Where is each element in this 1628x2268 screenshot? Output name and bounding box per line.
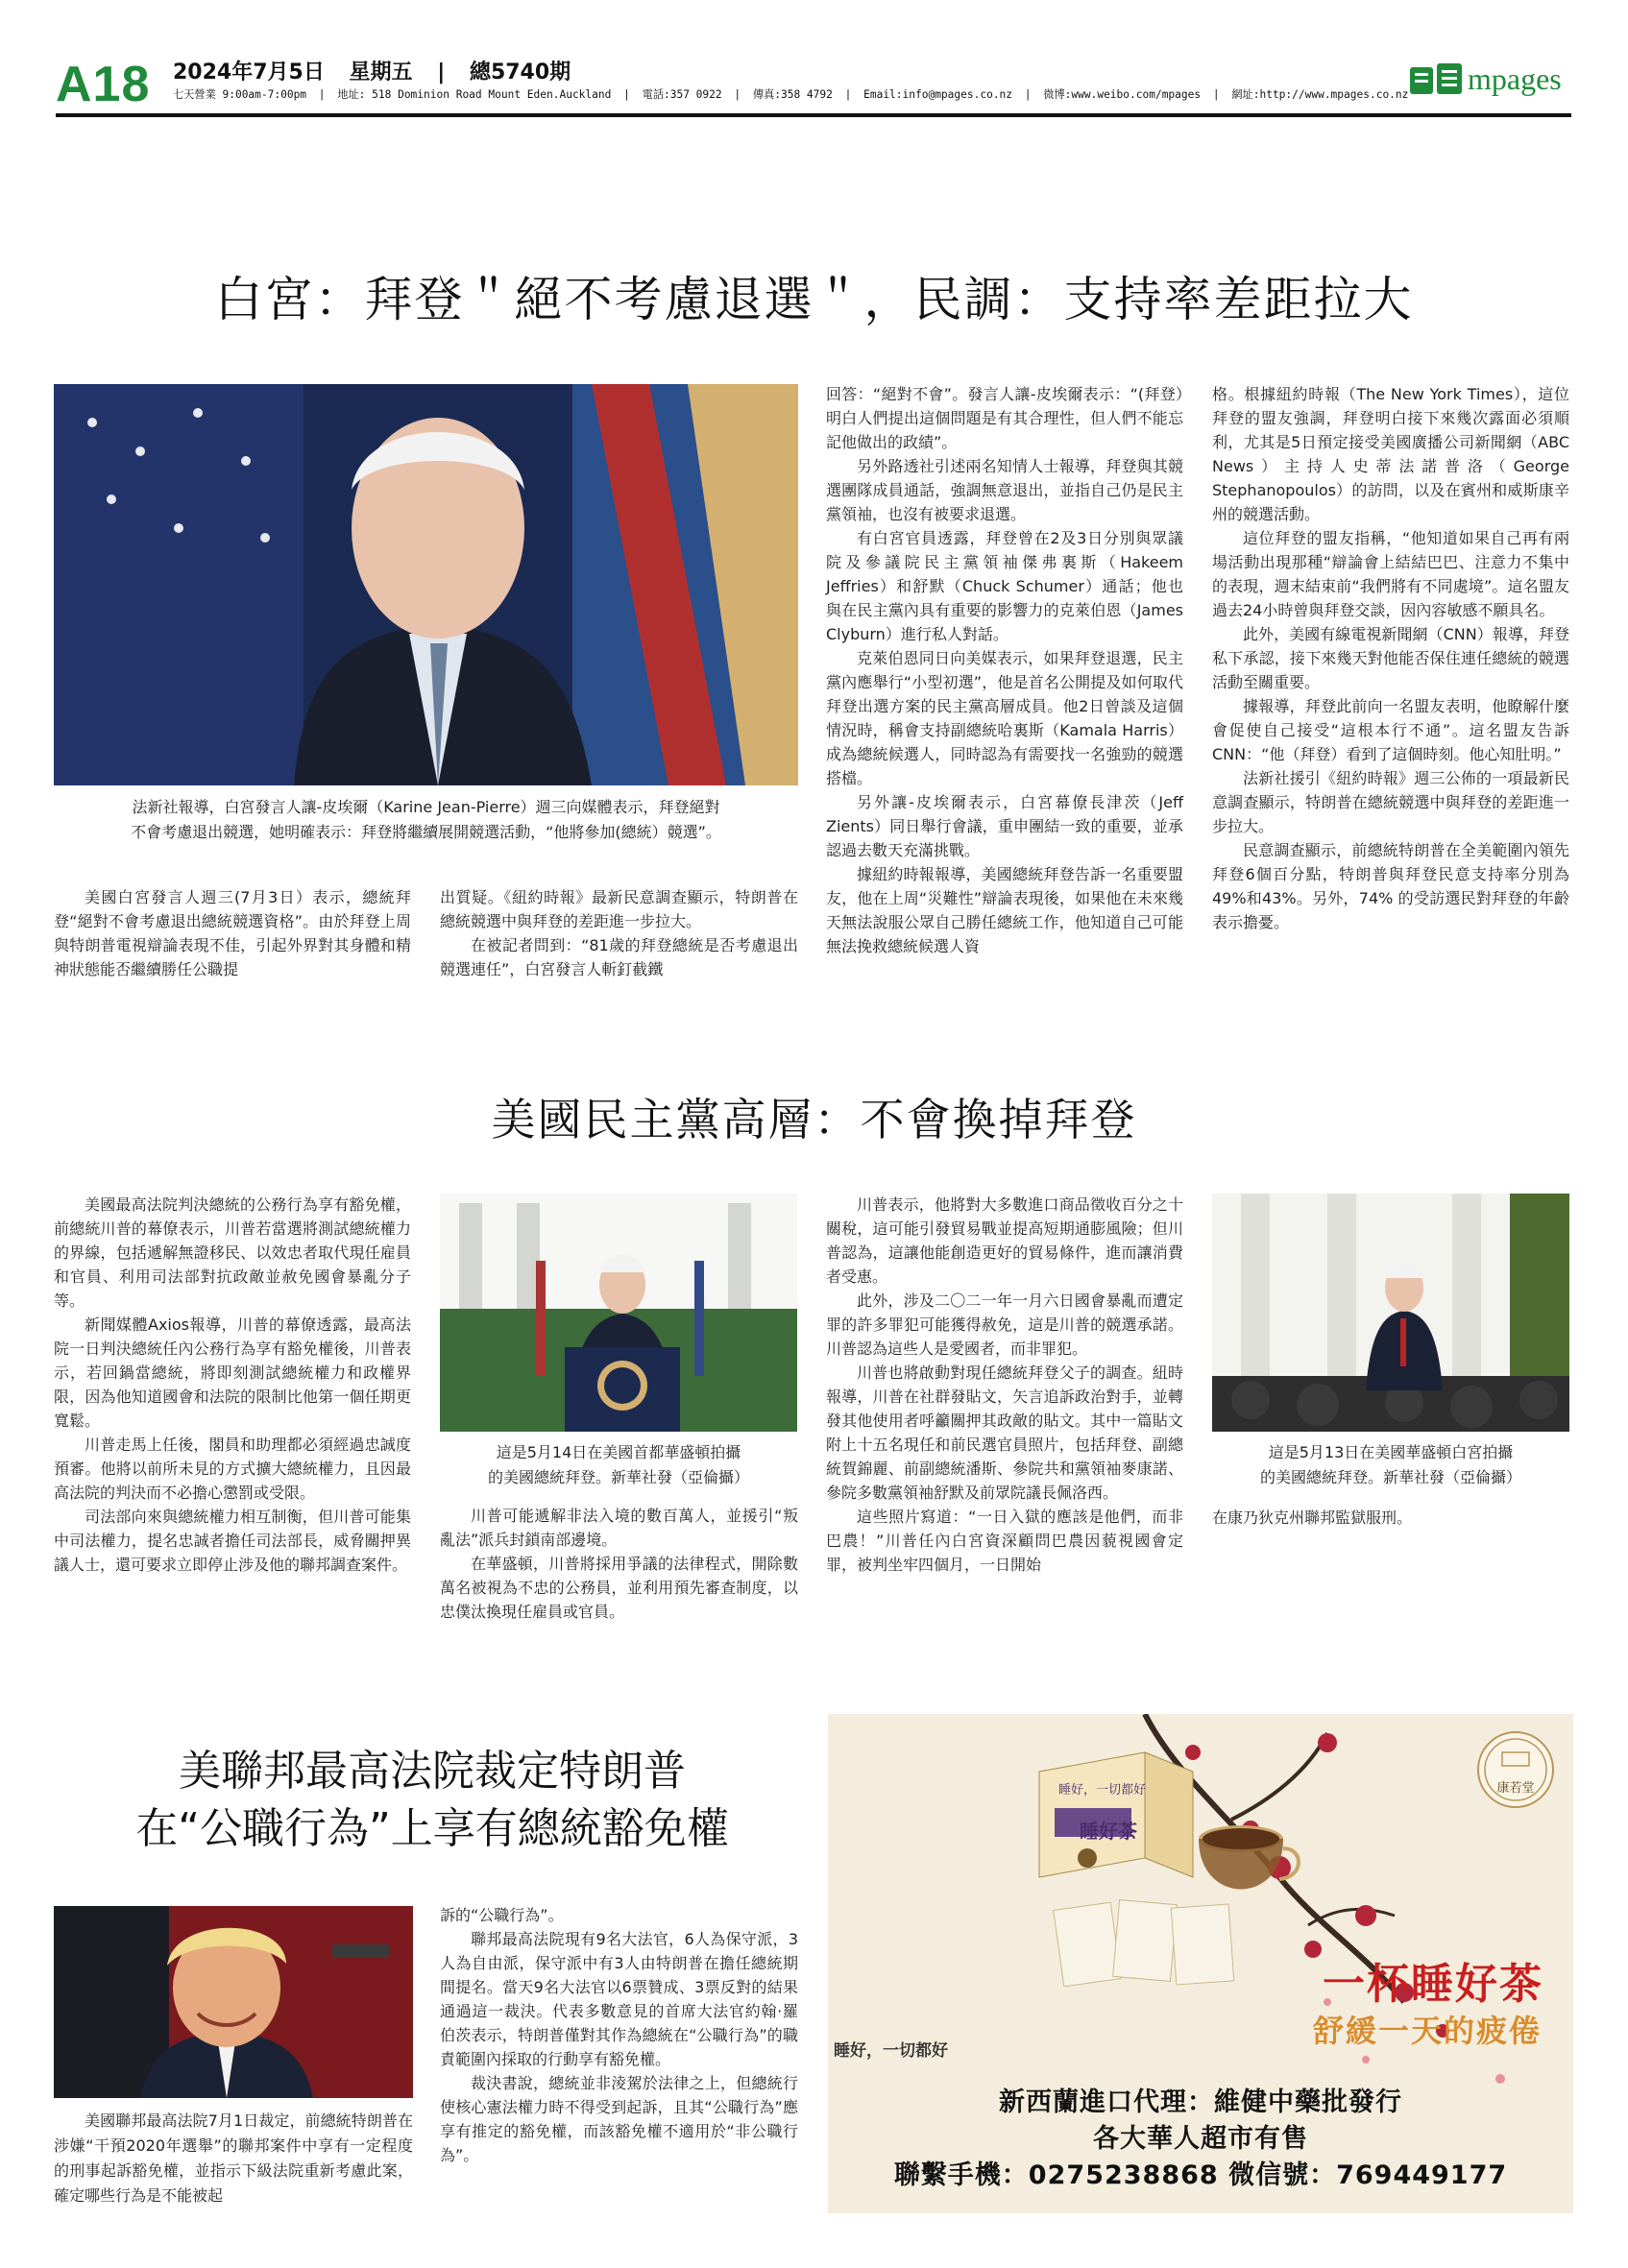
tea-box-name: 睡好茶 (1080, 1820, 1137, 1843)
contact-address: 地址: 518 Dominion Road Mount Eden.Auckland (337, 88, 612, 101)
photo-biden-podium-icon (440, 1194, 797, 1432)
contact-sep: | (844, 88, 852, 101)
ad-tagline: 睡好，一切都好 (834, 2041, 948, 2061)
article3-caption: 美國聯邦最高法院7月1日裁定，前總統特朗普在涉嫌“干預2020年選舉”的聯邦案件中享有一定程度的刑事起訴豁免權，並指示下級法院重新考慮此案，確定哪些行為是不能被起 (54, 2111, 413, 2205)
photo-biden-portrait-icon (54, 384, 798, 785)
article2-col3: 川普表示，他將對大多數進口商品徵收百分之十關稅，這可能引發貿易戰並提高短期通膨風險；但川普認為，這讓他能創造更好的貿易條件，進而讓消費者受惠。 此外，涉及二〇二一年一月六日國會暴亂而遭定罪的許多罪犯可能獲得赦免，這是川普的競選承諾。川普認為這些人是愛國者，而非罪犯。 川普也將啟動對現任總統拜登父子的調查。紐時報導，川普在社群發貼文，矢言追訴政治對手，並轉發其他使用者呼籲關押其政敵的貼文。其中一篇貼文附上十五名現任和前民選官員照片，包括拜登、副總統賀錦麗、前副總統潘斯、參院共和黨領袖麥康諾、參院多數黨領袖舒默及前眾院議長佩洛西。 這些照片寫道：“一日入獄的應該是他們，而非巴農！”川普任內白宮資深顧問巴農因藐視國會定罪，被判坐牢四個月，一日開始 (826, 1195, 1183, 1574)
article2-col2: 川普可能遞解非法入境的數百萬人，並援引“叛亂法”派兵封鎖南部邊境。 在華盛頓，川普將採用爭議的法律程式，開除數萬名被視為不忠的公務員，並利用預先審查制度，以忠僕汰換現任雇員或官員。 (440, 1507, 798, 1621)
masthead (56, 52, 1571, 119)
contact-email: Email:info@mpages.co.nz (863, 88, 1013, 101)
contact-website: 網址:http://www.mpages.co.nz (1231, 88, 1409, 101)
contact-hours: 七天營業 9:00am-7:00pm (173, 88, 307, 101)
contact-sep: | (318, 88, 326, 101)
ad-slogan-main: 一杯睡好茶 (1323, 1960, 1543, 2009)
article2-caption1: 這是5月14日在美國首都華盛頓拍攝 的美國總統拜登。新華社發（亞倫攝） (487, 1443, 749, 1486)
article1-col-bl: 美國白宮發言人週三(7月3日）表示，總統拜登“絕對不會考慮退出總統競選資格”。由於拜登上周與特朗普電視辯論表現不佳，引起外界對其身體和精神狀態能否繼續勝任公職提 (54, 888, 411, 978)
ad-agent: 新西蘭進口代理：維健中藥批發行 (999, 2087, 1402, 2117)
article2-headline: 美國民主黨高層：不會換掉拜登 (491, 1094, 1137, 1146)
ad-slogan-sub: 舒緩一天的疲倦 (1313, 2013, 1543, 2049)
article1-headline: 白宮：拜登＂絕不考慮退選＂，民調：支持率差距拉大 (214, 272, 1414, 327)
article2-photo1 (440, 1194, 797, 1432)
article3-photo (54, 1906, 413, 2098)
issue-line (173, 56, 588, 85)
logo-text: mpages (1468, 61, 1562, 96)
logo-mark-icon (1408, 61, 1464, 98)
contact-sep: | (734, 88, 741, 101)
article3-headline-line1: 美聯邦最高法院裁定特朗普 (179, 1747, 686, 1796)
photo-biden-rose-garden-icon (1212, 1194, 1569, 1432)
contact-sep: | (1024, 88, 1032, 101)
ad-contact[interactable]: 聯繫手機：0275238868 微信號：769449177 (893, 2160, 1508, 2190)
contact-sep: | (1212, 88, 1220, 101)
article2-col1: 美國最高法院判決總統的公務行為享有豁免權，前總統川普的幕僚表示，川普若當選將測試總統權力的界線，包括遞解無證移民、以效忠者取代現任雇員和官員、利用司法部對抗政敵並赦免國會暴亂分子等。 新聞媒體Axios報導，川普的幕僚透露，最高法院一日判決總統任內公務行為享有豁免權後，川普表示，若回鍋當總統，將即刻測試總統權力和政權界限，因為他知道國會和法院的限制比他第一個任期更寬鬆。 川普走馬上任後，閣員和助理都必須經過忠誠度預審。他將以前所未見的方式擴大總統權力，且因最高法院的判決而不必擔心懲罰或受限。 司法部向來與總統權力相互制衡，但川普可能集中司法權力，提名忠誠者擔任司法部長，威脅關押異議人士，還可要求立即停止涉及他的聯邦調查案件。 (54, 1195, 411, 1574)
brand-seal (1477, 1731, 1554, 1808)
article3-col: 訴的“公職行為”。 聯邦最高法院現有9名大法官，6人為保守派，3人為自由派，保守派中有3人由特朗普在擔任總統期間提名。當天9名大法官以6票贊成、3票反對的結果通過這一裁決。代表多數意見的首席大法官約翰·羅伯茨表示，特朗普僅對其作為總統在“公職行為”的職責範圍內採取的行動享有豁免權。 裁決書說，總統並非淩駕於法律之上，但總統行使核心憲法權力時不得受到起訴，且其“公職行為”應享有推定的豁免權，而該豁免權不適用於“非公職行為”。 (440, 1906, 798, 2164)
contact-fax: 傳真:358 4792 (752, 88, 833, 101)
issue-date: 2024年7月5日 (173, 60, 325, 84)
issue-number: 總5740期 (469, 60, 571, 84)
tea-advertisement[interactable] (828, 1714, 1573, 2213)
masthead-rule (56, 113, 1571, 117)
article1-col-r: 格。根據紐約時報（The New York Times），這位拜登的盟友強調，拜登明白接下來幾次露面必須順利，尤其是5日預定接受美國廣播公司新聞網（ABC News）主持人史蒂法諾普洛（George Stephanopoulos）的訪問，以及在賓州和威斯康辛州的競選活動。 這位拜登的盟友指稱，“他知道如果自己再有兩場活動出現那種“辯論會上結結巴巴、注意力不集中的表現，週末結束前“我們將有不同處境”。這名盟友過去24小時曾與拜登交談，因內容敏感不願具名。 此外，美國有線電視新聞網（CNN）報導，拜登私下承認，接下來幾天對他能否保住連任總統的競選活動至關重要。 據報導，拜登此前向一名盟友表明，他瞭解什麼會促使自己接受“這根本行不通”。這名盟友告訴CNN：“他（拜登）看到了這個時刻。他心知肚明。” 法新社援引《紐約時報》週三公佈的一項最新民意調查顯示，特朗普在總統競選中與拜登的差距進一步拉大。 民意調查顯示，前總統特朗普在全美範圍內領先拜登6個百分點，特朗普與拜登民意支持率分別為49%和43%。另外，74% 的受訪選民對拜登的年齡表示擔憂。 (1212, 385, 1569, 931)
ad-availability: 各大華人超市有售 (1093, 2124, 1308, 2154)
tea-box-label: 睡好，一切都好 (1058, 1783, 1147, 1798)
page-number: A18 (56, 57, 151, 112)
article3-headline-line2: 在“公職行為”上享有總統豁免權 (135, 1804, 729, 1853)
brand-name: 康若堂 (1496, 1781, 1535, 1796)
article2-photo2 (1212, 1194, 1569, 1432)
article2-col4: 在康乃狄克州聯邦監獄服刑。 (1212, 1508, 1413, 1527)
contact-sep: | (623, 88, 630, 101)
article2-caption2: 這是5月13日在美國華盛頓白宮拍攝 的美國總統拜登。新華社發（亞倫攝） (1259, 1443, 1521, 1486)
issue-weekday: 星期五 (349, 60, 413, 84)
article1-col-c: 回答：“絕對不會”。發言人讓-皮埃爾表示：“(拜登）明白人們提出這個問題是有其合理性，但人們不能忘記他做出的政績”。 另外路透社引述兩名知情人士報導，拜登與其競選團隊成員通話，強調無意退出，並指自己仍是民主黨領袖，也沒有被要求退選。 有白宮官員透露，拜登曾在2及3日分別與眾議院及參議院民主黨領袖傑弗裏斯（Hakeem Jeffries）和舒默（Chuck Schumer）通話；他也與在民主黨內具有重要的影響力的克萊伯恩（James Clyburn）進行私人對話。 克萊伯恩同日向美媒表示，如果拜登退選，民主黨內應舉行“小型初選”，他是首名公開提及如何取代拜登出選方案的民主黨高層成員。他2日曾談及這個情況時，稱會支持副總統哈裏斯（Kamala Harris）成為總統候選人，同時認為有需要找一名強勁的競選搭檔。 另外讓-皮埃爾表示，白宮幕僚長津茨（Jeff Zients）同日舉行會議，重申團結一致的重要，並承認過去數天充滿挑戰。 據紐約時報報導，美國總統拜登告訴一名重要盟友，他在上周“災難性”辯論表現後，如果他在未來幾天無法說服公眾自己勝任總統工作，他知道自己可能無法挽救總統候選人資 (826, 385, 1183, 955)
issue-separator: | (437, 60, 446, 84)
contact-weibo: 微博:www.weibo.com/mpages (1043, 88, 1202, 101)
contact-phone: 電話:357 0922 (642, 88, 722, 101)
contact-line (173, 86, 1460, 102)
mpages-logo (1408, 61, 1571, 100)
photo-trump-smiling-icon (54, 1906, 413, 2098)
article1-col-bm: 出質疑。《紐約時報》最新民意調查顯示，特朗普在總統競選中與拜登的差距進一步拉大。 在被記者問到：“81歲的拜登總統是否考慮退出競選連任”，白宮發言人斬釘截鐵 (440, 888, 798, 978)
article1-photo (54, 384, 798, 785)
article1-caption: 法新社報導，白宮發言人讓-皮埃爾（Karine Jean-Pierre）週三向媒體表示，拜登絕對 不會考慮退出競選，她明確表示：拜登將繼續展開競選活動，“他將參加(總統）競選”。 (131, 798, 721, 841)
